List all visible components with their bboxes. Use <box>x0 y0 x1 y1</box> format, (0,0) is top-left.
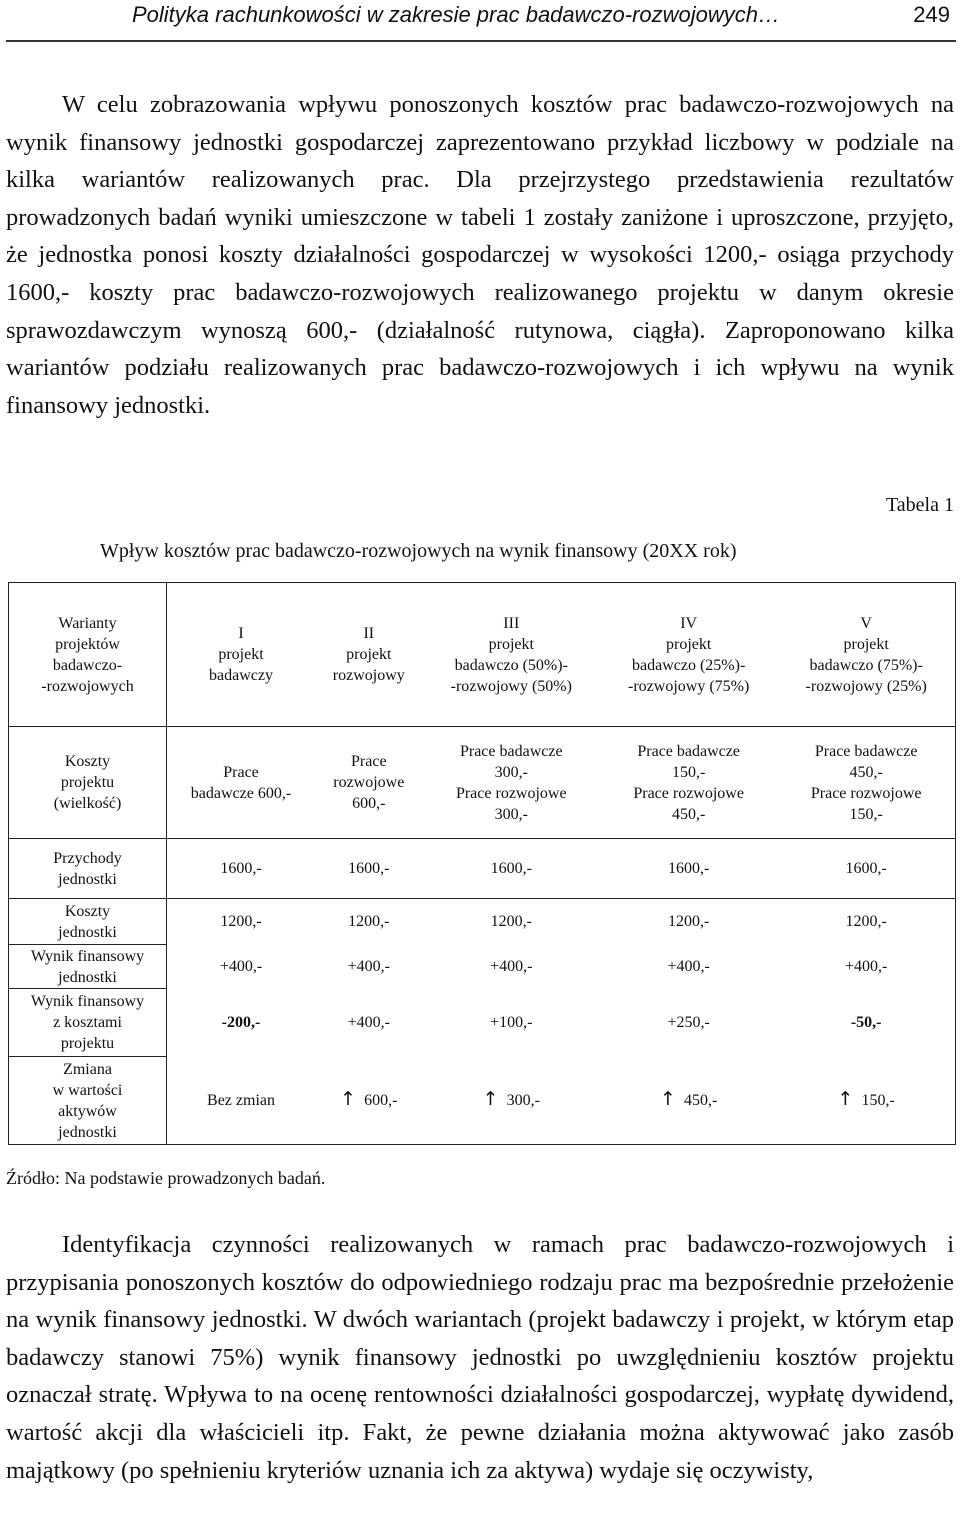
revenue-cell-i: 1600,- <box>167 839 316 899</box>
results-table <box>8 582 956 1145</box>
up-arrow-icon: ↑ <box>482 1088 499 1111</box>
table-title: Wpływ kosztów prac badawczo-rozwojowych na wynik finansowy (20XX rok) <box>100 540 737 562</box>
header-rule <box>6 40 956 42</box>
unit-costs-cell-ii: 1200,- <box>315 899 423 945</box>
cost-cell-iii: Prace badawcze 300,- Prace rozwojowe 300,- <box>423 727 600 839</box>
asset-change-cell-v: ↑ 150,- <box>777 1057 955 1145</box>
variant-iii-header: III projekt badawczo (50%)- -rozwojowy (50%) <box>423 583 600 727</box>
cost-cell-ii: Prace rozwojowe 600,- <box>315 727 423 839</box>
revenue-cell-iii: 1600,- <box>423 839 600 899</box>
result-after-cell-ii: +400,- <box>347 1014 390 1031</box>
cost-cell-v: Prace badawcze 450,- Prace rozwojowe 150,- <box>777 727 955 839</box>
result-cell-i: +400,- <box>219 958 263 975</box>
unit-costs-cell-v: 1200,- <box>777 899 955 945</box>
row-label-revenue: Przychody jednostki <box>9 839 167 899</box>
running-head-title: Polityka rachunkowości w zakresie prac badawczo-rozwojowych… <box>132 2 781 27</box>
row-label-financial-result: Wynik finansowy jednostki <box>9 945 167 989</box>
variant-i-header: I projekt badawczy <box>167 583 316 727</box>
row-label-result-with-project-costs: Wynik finansowy z kosztami projektu <box>9 989 167 1057</box>
unit-costs-cell-iv: 1200,- <box>600 899 777 945</box>
body-paragraph-2: Identyfikacja czynności realizowanych w ramach prac badawczo-rozwojowych i przypisania ponoszonych kosztów do odpowiedniego rodzaju prac ma bezpośrednie przełożenie na wynik finansowy jednostki. W dwóch wariantach (projekt badawczy i projekt, w którym etap badawczy stanowi 75%) wynik finansowy jednostki po uwzględnieniu kosztów projektu oznaczał stratę. Wpływa to na ocenę rentowności działalności gospodarczej, wypłatę dywidend, wartość akcji dla właścicieli itp. Fakt, że pewne działania można aktywować jako zasób majątkowy (po spełnieniu kryteriów uznania ich za aktywa) wydaje się oczywisty, <box>6 1231 954 1484</box>
row-label-asset-change: Zmiana w wartości aktywów jednostki <box>9 1057 167 1145</box>
asset-change-cell-i: Bez zmian <box>167 1057 316 1145</box>
result-cell-v: +400,- <box>777 945 955 989</box>
variant-iv-header: IV projekt badawczo (25%)- -rozwojowy (75%) <box>600 583 777 727</box>
result-after-cell-v: -50,- <box>777 989 955 1057</box>
revenue-cell-iv: 1600,- <box>600 839 777 899</box>
table-row-financial-result <box>9 945 956 989</box>
revenue-cell-v: 1600,- <box>777 839 955 899</box>
row-label-variants: Warianty projektów badawczo- -rozwojowych <box>9 583 167 727</box>
unit-costs-cell-iii: 1200,- <box>423 899 600 945</box>
result-cell-ii: +400,- <box>347 958 390 975</box>
page-number: 249 <box>913 2 950 27</box>
table-number-label: Tabela 1 <box>885 494 954 516</box>
result-cell-iii: +400,- <box>490 958 533 975</box>
asset-change-cell-ii: ↑ 600,- <box>315 1057 423 1145</box>
table-row-result-with-project-costs <box>9 989 956 1057</box>
table-row-unit-costs <box>9 899 956 945</box>
cost-cell-iv: Prace badawcze 150,- Prace rozwojowe 450,- <box>600 727 777 839</box>
unit-costs-cell-i: 1200,- <box>167 899 316 945</box>
variant-v-header: V projekt badawczo (75%)- -rozwojowy (25%) <box>777 583 955 727</box>
table-source-note: Źródło: Na podstawie prowadzonych badań. <box>6 1168 326 1188</box>
asset-change-cell-iv: ↑ 450,- <box>600 1057 777 1145</box>
result-cell-iv: +400,- <box>667 958 710 975</box>
table-row-variants <box>9 583 956 727</box>
body-paragraph-1: W celu zobrazowania wpływu ponoszonych kosztów prac badawczo-rozwojowych na wynik finansowy jednostki gospodarczej zaprezentowano przykład liczbowy w podziale na kilka wariantów realizowanych prac. Dla przejrzystego przedstawienia rezultatów prowadzonych badań wyniki umieszczone w tabeli 1 zostały zaniżone i uproszczone, przyjęto, że jednostka ponosi koszty działalności gospodarczej w wysokości 1200,- osiąga przychody 1600,- koszty prac badawczo-rozwojowych realizowanego projektu w danym okresie sprawozdawczym wynoszą 600,- (działalność rutynowa, ciągła). Zaproponowano kilka wariantów podziału realizowanych prac badawczo-rozwojowych i ich wpływu na wynik finansowy jednostki. <box>6 91 954 419</box>
revenue-cell-ii: 1600,- <box>315 839 423 899</box>
cost-cell-i: Prace badawcze 600,- <box>167 727 316 839</box>
result-after-cell-iii: +100,- <box>490 1014 533 1031</box>
result-after-cell-i: -200,- <box>221 1014 261 1031</box>
row-label-project-costs: Koszty projektu (wielkość) <box>9 727 167 839</box>
table-row-project-costs <box>9 727 956 839</box>
up-arrow-icon: ↑ <box>837 1088 854 1111</box>
running-header <box>0 0 960 42</box>
variant-ii-header: II projekt rozwojowy <box>315 583 423 727</box>
up-arrow-icon: ↑ <box>660 1088 676 1111</box>
table-row-asset-change <box>9 1057 956 1145</box>
row-label-unit-costs: Koszty jednostki <box>9 899 167 945</box>
table-row-revenue <box>9 839 956 899</box>
asset-change-cell-iii: ↑ 300,- <box>423 1057 600 1145</box>
up-arrow-icon: ↑ <box>340 1088 357 1111</box>
result-after-cell-iv: +250,- <box>667 1014 710 1031</box>
